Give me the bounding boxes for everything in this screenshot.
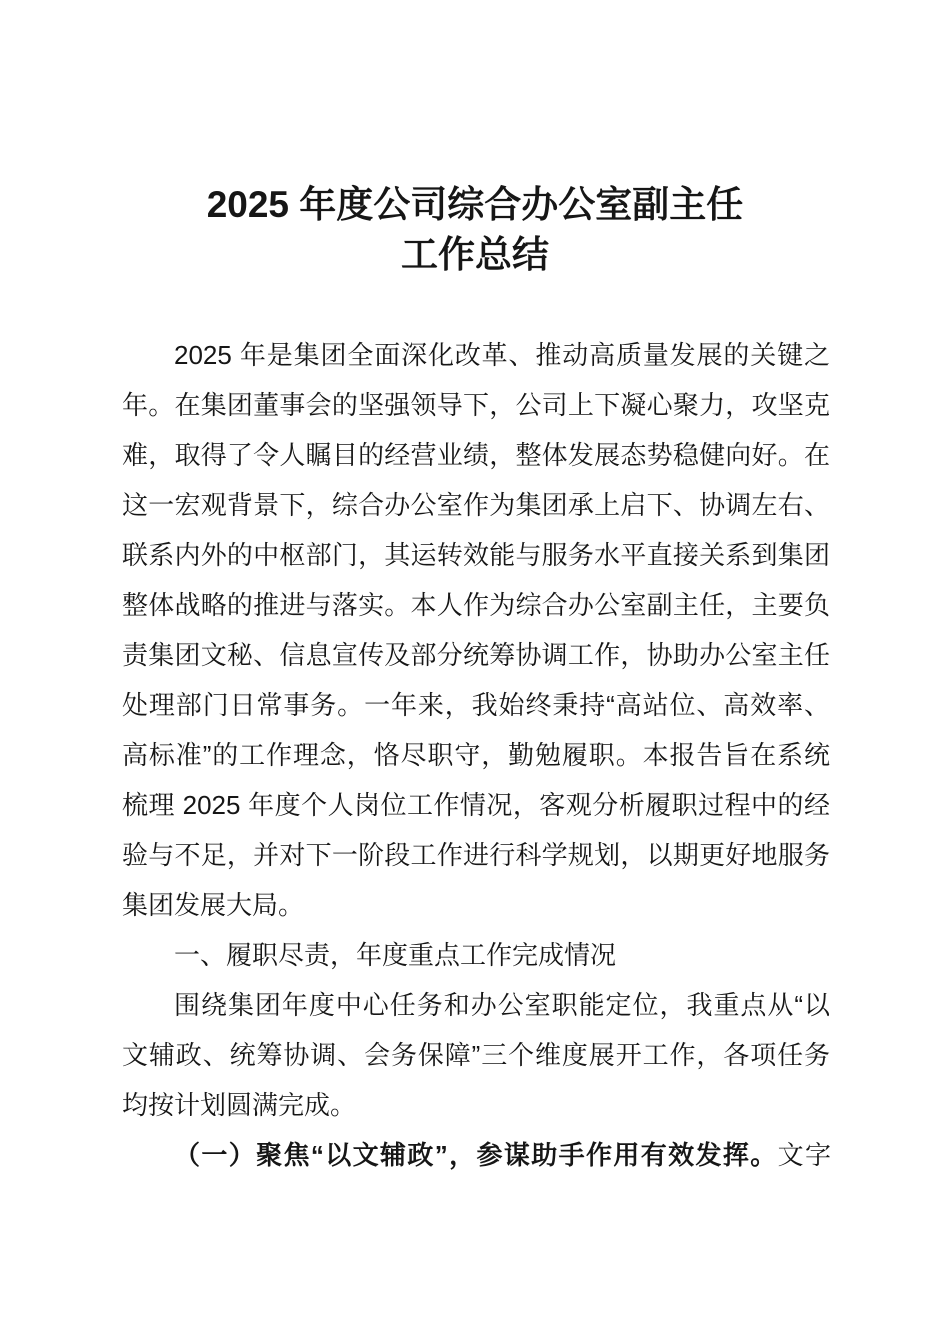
body-line: 联系内外的中枢部门，其运转效能与服务水平直接关系到集团 xyxy=(122,540,830,570)
body-line: 梳理 2025 年度个人岗位工作情况，客观分析履职过程中的经 xyxy=(122,790,830,820)
body-line: 均按计划圆满完成。 xyxy=(122,1090,357,1120)
subsection-heading-bold: （一）聚焦“以文辅政”，参谋助手作用有效发挥。 xyxy=(174,1140,778,1170)
body-line: 文辅政、统筹协调、会务保障”三个维度展开工作，各项任务 xyxy=(122,1040,830,1070)
body-line: 责集团文秘、信息宣传及部分统筹协调工作，协助办公室主任 xyxy=(122,640,830,670)
body-line: 2025 年是集团全面深化改革、推动高质量发展的关键之 xyxy=(174,340,830,370)
body-text-continuation: 文字 xyxy=(777,1140,830,1170)
body-line: 整体战略的推进与落实。本人作为综合办公室副主任，主要负 xyxy=(122,590,830,620)
body-line: 处理部门日常事务。一年来，我始终秉持“高站位、高效率、 xyxy=(122,690,830,720)
body-line: 年。在集团董事会的坚强领导下，公司上下凝心聚力，攻坚克 xyxy=(122,390,830,420)
body-line: 验与不足，并对下一阶段工作进行科学规划，以期更好地服务 xyxy=(122,840,830,870)
document-title-line-1: 2025 年度公司综合办公室副主任 xyxy=(206,184,744,225)
body-line: 高标准”的工作理念，恪尽职守，勤勉履职。本报告旨在系统 xyxy=(122,740,830,770)
body-line: 集团发展大局。 xyxy=(122,890,305,920)
document-title-line-2: 工作总结 xyxy=(401,234,549,275)
document-title xyxy=(0,0,950,280)
subsection-heading-line xyxy=(122,1130,830,1180)
body-line: 围绕集团年度中心任务和办公室职能定位，我重点从“以 xyxy=(174,990,830,1020)
document-body xyxy=(0,330,950,1180)
body-line: 这一宏观背景下，综合办公室作为集团承上启下、协调左右、 xyxy=(122,490,830,520)
body-line: 难，取得了令人瞩目的经营业绩，整体发展态势稳健向好。在 xyxy=(122,440,830,470)
section-heading: 一、履职尽责，年度重点工作完成情况 xyxy=(174,940,617,970)
